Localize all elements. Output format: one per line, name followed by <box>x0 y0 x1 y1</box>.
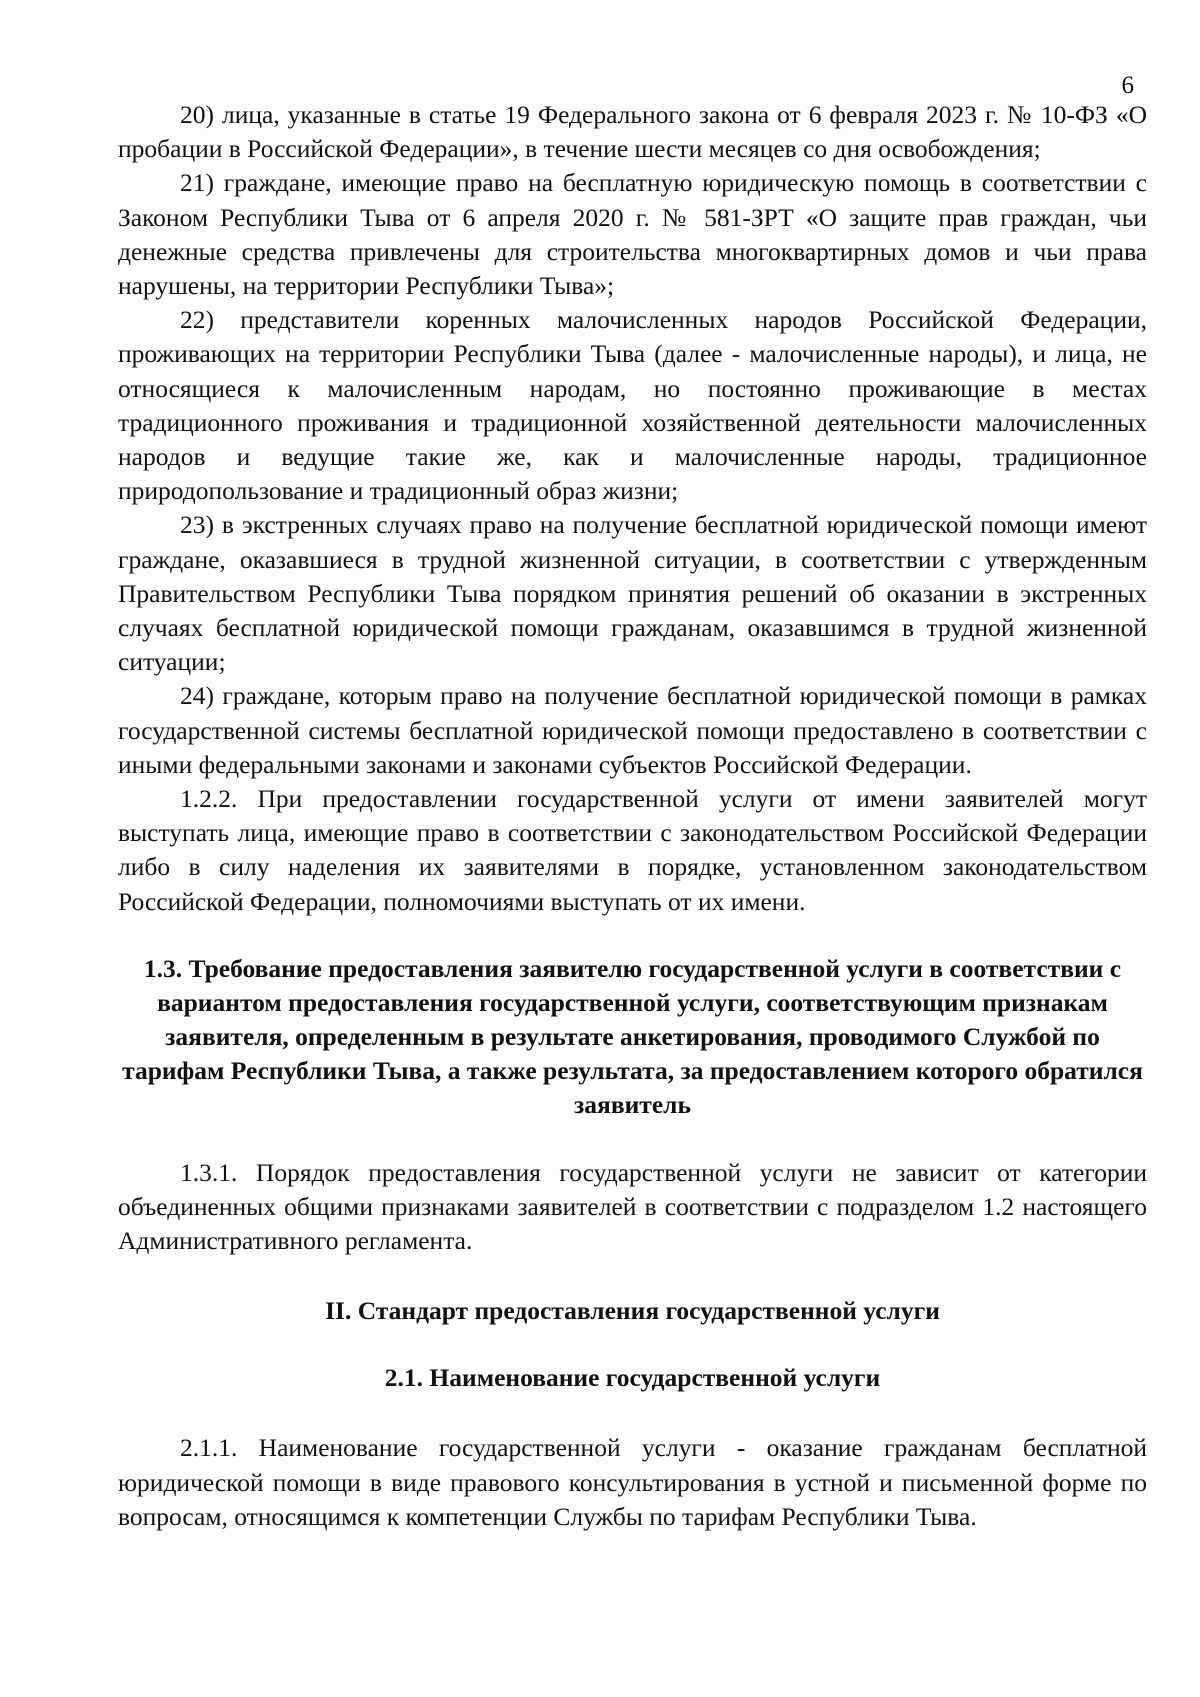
section-heading-1-3: 1.3. Требование предоставления заявителю государственной услуги в соответствии с вариантом предоставления государственной услуги, соответствующим признакам заявителя, определенным в результате анкетирования, проводимого Службой по тарифам Республики Тыва, а также результата, за предоставлением которого обратился заявитель <box>122 953 1143 1119</box>
paragraph-1-2-2: 1.2.2. При предоставлении государственной услуги от имени заявителей могут выступать лица, имеющие право в соответствии с законодательством Российской Федерации либо в силу наделения их заявителями в порядке, установленном законодательством Российской Федерации, полномочиями выступать от их имени. <box>118 784 1147 916</box>
paragraph-item-22: 22) представители коренных малочисленных народов Российской Федерации, проживающих на территории Республики Тыва (далее - малочисленные народы), и лица, не относящиеся к малочисленным народам, но постоянно проживающие в местах традиционного проживания и традиционной хозяйственной деятельности малочисленных народов и ведущие такие же, как и малочисленные народы, традиционное природопользование и традиционный образ жизни; <box>118 305 1147 506</box>
paragraph-item-24: 24) граждане, которым право на получение бесплатной юридической помощи в рамках государственной системы бесплатной юридической помощи предоставлено в соответствии с иными федеральными законами и законами субъектов Российской Федерации. <box>118 681 1147 779</box>
paragraph-2-1-1: 2.1.1. Наименование государственной услуги - оказание гражданам бесплатной юридической помощи в виде правового консультирования в устной и письменной форме по вопросам, относящимся к компетенции Службы по тарифам Республики Тыва. <box>118 1433 1147 1531</box>
page-number: 6 <box>1121 72 1134 99</box>
paragraph-item-23: 23) в экстренных случаях право на получение бесплатной юридической помощи имеют граждане, оказавшиеся в трудной жизненной ситуации, в соответствии с утвержденным Правительством Республики Тыва порядком принятия решений об оказании в экстренных случаях бесплатной юридической помощи гражданам, оказавшимся в трудной жизненной ситуации; <box>118 510 1147 677</box>
document-body <box>118 98 1147 1534</box>
paragraph-item-20: 20) лица, указанные в статье 19 Федерального закона от 6 февраля 2023 г. № 10-ФЗ «О пробации в Российской Федерации», в течение шести месяцев со дня освобождения; <box>118 100 1147 164</box>
paragraph-1-3-1: 1.3.1. Порядок предоставления государственной услуги не зависит от категории объединенных общими признаками заявителей в соответствии с подразделом 1.2 настоящего Административного регламента. <box>118 1157 1147 1256</box>
section-heading-ii: II. Стандарт предоставления государственной услуги <box>325 1296 940 1326</box>
paragraph-item-21: 21) граждане, имеющие право на бесплатную юридическую помощь в соответствии с Законом Республики Тыва от 6 апреля 2020 г. № 581-ЗРТ «О защите прав граждан, чьи денежные средства привлечены для строительства многоквартирных домов и чьи права нарушены, на территории Республики Тыва»; <box>118 168 1147 301</box>
section-heading-2-1: 2.1. Наименование государственной услуги <box>384 1363 881 1393</box>
